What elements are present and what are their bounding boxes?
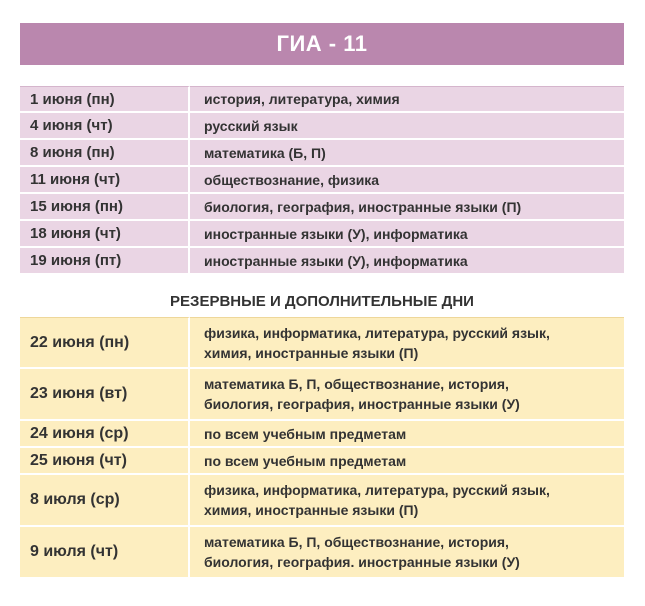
exam-subjects-line: физика, информатика, литература, русский язык, [204, 324, 550, 341]
exam-subjects: история, литература, химия [190, 86, 624, 113]
table-row [20, 317, 624, 369]
exam-subjects: обществознание, физика [190, 167, 624, 194]
exam-subjects-line: биология, география, иностранные языки (У) [204, 396, 520, 412]
exam-date: 11 июня (чт) [20, 167, 190, 194]
table-row [20, 194, 624, 221]
exam-subjects [190, 475, 624, 527]
exam-subjects-line: химия, иностранные языки (П) [204, 344, 419, 361]
table-row [20, 221, 624, 248]
exam-subjects-line: математика Б, П, обществознание, история, [204, 534, 509, 550]
page-title: ГИА - 11 [20, 23, 624, 65]
table-row [20, 113, 624, 140]
exam-subjects: по всем учебным предметам [190, 421, 624, 448]
exam-subjects-line: математика Б, П, обществознание, история, [204, 376, 509, 392]
exam-date: 9 июля (чт) [20, 527, 190, 579]
exam-date: 15 июня (пн) [20, 194, 190, 221]
exam-subjects-line: физика, информатика, литература, русский язык, [204, 482, 550, 498]
main-schedule-table [20, 86, 624, 275]
exam-date: 22 июня (пн) [20, 317, 190, 369]
exam-subjects [190, 527, 624, 579]
table-row [20, 421, 624, 448]
exam-subjects: иностранные языки (У), информатика [190, 248, 624, 275]
exam-date: 8 июля (ср) [20, 475, 190, 527]
exam-date: 24 июня (ср) [20, 421, 190, 448]
table-row [20, 248, 624, 275]
exam-subjects: математика (Б, П) [190, 140, 624, 167]
exam-subjects-line: химия, иностранные языки (П) [204, 502, 419, 518]
table-row [20, 86, 624, 113]
exam-date: 23 июня (вт) [20, 369, 190, 421]
exam-date: 4 июня (чт) [20, 113, 190, 140]
exam-date: 8 июня (пн) [20, 140, 190, 167]
table-row [20, 448, 624, 475]
exam-subjects [190, 317, 624, 369]
exam-date: 18 июня (чт) [20, 221, 190, 248]
exam-subjects: иностранные языки (У), информатика [190, 221, 624, 248]
reserve-days-heading: РЕЗЕРВНЫЕ И ДОПОЛНИТЕЛЬНЫЕ ДНИ [170, 293, 474, 310]
exam-subjects-line: биология, география. иностранные языки (У) [204, 554, 520, 570]
exam-date: 25 июня (чт) [20, 448, 190, 475]
exam-date: 19 июня (пт) [20, 248, 190, 275]
table-row [20, 475, 624, 527]
reserve-schedule-table [20, 317, 624, 579]
table-row [20, 167, 624, 194]
exam-subjects [190, 369, 624, 421]
exam-subjects: по всем учебным предметам [190, 448, 624, 475]
exam-subjects: биология, география, иностранные языки (П) [190, 194, 624, 221]
table-row [20, 369, 624, 421]
exam-date: 1 июня (пн) [20, 86, 190, 113]
exam-subjects: русский язык [190, 113, 624, 140]
table-row [20, 140, 624, 167]
table-row [20, 527, 624, 579]
